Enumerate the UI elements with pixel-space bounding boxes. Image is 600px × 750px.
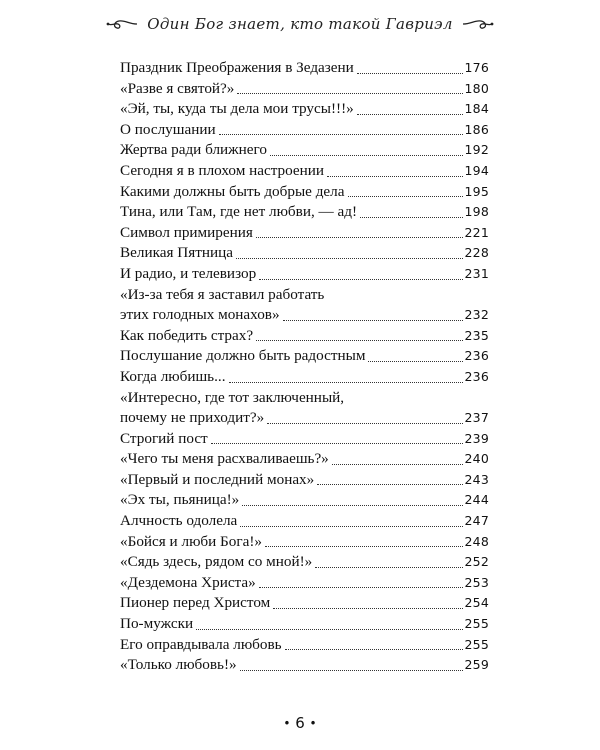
toc-entry-title: Его оправдывала любовь [120,635,282,653]
toc-entry[interactable] [120,264,489,285]
toc-entry-row [120,593,489,614]
toc-entry-row [120,552,489,573]
toc-entry-title: Послушание должно быть радостным [120,347,366,365]
dot-leader [256,237,463,238]
toc-entry-title: «Эх ты, пьяница!» [120,491,240,509]
toc-entry[interactable] [120,388,489,429]
toc-entry-title: Строгий пост [120,429,208,447]
toc-entry-row [120,120,489,141]
toc-entry-title: Сегодня я в плохом настроении [120,161,325,179]
dot-leader [237,93,462,94]
dot-leader [259,279,462,280]
toc-entry[interactable] [120,79,489,100]
toc-entry[interactable] [120,182,489,203]
toc-entry-title: «Только любовь!» [120,656,237,674]
toc-entry-page: 255 [464,636,489,652]
toc-entry-title: И радио, и телевизор [120,264,257,282]
toc-entry-page: 176 [464,60,489,75]
toc-entry-page: 259 [464,657,489,673]
dot-leader [348,196,463,197]
toc-entry[interactable] [120,511,489,532]
folio-number: 6 [295,714,305,732]
toc-entry-title: Алчность одолела [120,512,238,530]
toc-entry[interactable] [120,326,489,347]
dot-leader [229,382,463,383]
toc-entry-page: 252 [464,554,489,570]
dot-leader [256,340,462,341]
left-flourish-icon [105,17,139,31]
toc-entry[interactable] [120,490,489,511]
toc-entry-title: этих голодных монахов» [120,306,280,324]
toc-entry-page: 237 [464,410,489,426]
toc-entry-page: 244 [464,492,489,508]
toc-entry-title: Как победить страх? [120,326,254,344]
toc-entry-row [120,532,489,553]
dot-leader [240,526,462,527]
dot-leader [273,608,462,609]
dot-leader [219,134,463,135]
toc-entry-title: Символ примирения [120,223,253,241]
toc-entry-row [120,202,489,223]
dot-leader [317,484,462,485]
dot-leader [357,73,463,74]
toc-entry[interactable] [120,367,489,388]
toc-entry-row [120,140,489,161]
toc-entry-page: 192 [464,142,489,158]
toc-entry-page: 180 [464,80,489,96]
toc-entry-row [120,470,489,491]
toc-entry-title-line1: «Из-за тебя я заставил работать [120,285,325,303]
dot-leader [315,567,462,568]
toc-entry-row [120,490,489,511]
toc-entry-row [120,408,489,429]
toc-entry[interactable] [120,449,489,470]
dot-leader [211,443,463,444]
toc-entry-row [120,99,489,120]
toc-entry-title: «Дездемона Христа» [120,573,256,591]
toc-entry-row [120,655,489,676]
toc-entry-row [120,182,489,203]
right-flourish-icon [461,17,495,31]
toc-entry-row [120,346,489,367]
dot-leader [285,649,463,650]
page-number [0,714,600,732]
dot-leader [283,320,463,321]
toc-entry-title: Пионер перед Христом [120,594,271,612]
dot-leader [368,361,462,362]
toc-entry-title: Праздник Преображения в Зедазени [120,59,354,76]
toc-entry[interactable] [120,429,489,450]
toc-entry-title: «Бойся и люби Бога!» [120,532,262,550]
toc-entry-page: 228 [464,245,489,261]
toc-entry-page: 194 [464,162,489,178]
toc-entry-page: 198 [464,204,489,220]
toc-entry[interactable] [120,346,489,367]
toc-entry-row [120,614,489,635]
toc-entry-title: «Разве я святой?» [120,79,235,97]
toc-entry-title: Жертва ради ближнего [120,141,267,159]
table-of-contents [120,58,489,676]
dot-leader [270,155,463,156]
toc-entry-page: 232 [464,307,489,323]
running-header [0,12,600,36]
toc-entry-title: Какими должны быть добрые дела [120,182,345,200]
toc-entry-row [120,635,489,656]
toc-entry-page: 236 [464,348,489,364]
toc-entry-row [120,511,489,532]
toc-entry[interactable] [120,99,489,120]
toc-entry-title: почему не приходит?» [120,409,265,427]
toc-entry-page: 248 [464,533,489,549]
toc-entry-title: «Эй, ты, куда ты дела мои трусы!!!» [120,100,354,118]
toc-entry[interactable] [120,202,489,223]
toc-entry-title: «Сядь здесь, рядом со мной!» [120,553,313,571]
dot-leader [267,423,462,424]
toc-entry[interactable] [120,593,489,614]
toc-entry-row [120,326,489,347]
toc-entry-row [120,264,489,285]
toc-entry-row [120,223,489,244]
folio-right-mark: • [309,716,317,731]
toc-entry-title: Тина, или Там, где нет любви, — ад! [120,203,358,221]
toc-entry[interactable] [120,161,489,182]
toc-entry[interactable] [120,243,489,264]
toc-entry-page: 231 [464,265,489,281]
toc-entry-page: 184 [464,101,489,117]
toc-entry[interactable] [120,655,489,676]
toc-entry-title: Когда любишь... [120,367,226,385]
toc-entry[interactable] [120,635,489,656]
toc-entry-title-line1: «Интересно, где тот заключенный, [120,388,345,406]
toc-entry[interactable] [120,140,489,161]
toc-entry[interactable] [120,552,489,573]
toc-entry[interactable] [120,532,489,553]
toc-entry[interactable] [120,120,489,141]
dot-leader [196,629,462,630]
toc-entry-row [120,79,489,100]
dot-leader [360,217,462,218]
toc-entry-title: О послушании [120,120,216,138]
toc-entry-title: Великая Пятница [120,244,233,262]
toc-entry-row [120,573,489,594]
dot-leader [236,258,463,259]
toc-entry[interactable] [120,223,489,244]
toc-entry-row [120,161,489,182]
toc-entry-title: «Первый и последний монах» [120,470,315,488]
toc-entry-page: 235 [464,327,489,343]
dot-leader [240,670,463,671]
toc-entry-page: 243 [464,471,489,487]
toc-entry-page: 254 [464,595,489,611]
toc-entry-title: «Чего ты меня расхваливаешь?» [120,450,329,468]
folio-left-mark: • [283,716,291,731]
dot-leader [357,114,463,115]
toc-entry-page: 253 [464,574,489,590]
toc-entry[interactable] [120,614,489,635]
toc-entry-row [120,58,489,79]
dot-leader [242,505,462,506]
dot-leader [259,587,463,588]
running-header-title: Один Бог знает, кто такой Гавриэл [147,15,453,33]
dot-leader [327,176,463,177]
toc-entry-title: По-мужски [120,615,194,633]
toc-entry[interactable] [120,285,489,326]
toc-entry[interactable] [120,573,489,594]
toc-entry-page: 186 [464,121,489,137]
toc-entry[interactable] [120,58,489,79]
toc-entry-page: 239 [464,430,489,446]
toc-entry-page: 240 [464,451,489,467]
toc-entry-row [120,305,489,326]
dot-leader [265,546,463,547]
dot-leader [332,464,463,465]
toc-entry[interactable] [120,470,489,491]
toc-entry-page: 247 [464,513,489,529]
toc-entry-row [120,449,489,470]
toc-entry-page: 221 [464,224,489,240]
toc-entry-row [120,243,489,264]
toc-entry-page: 195 [464,183,489,199]
toc-entry-row [120,367,489,388]
toc-entry-page: 255 [464,616,489,632]
toc-entry-page: 236 [464,368,489,384]
toc-entry-row [120,429,489,450]
